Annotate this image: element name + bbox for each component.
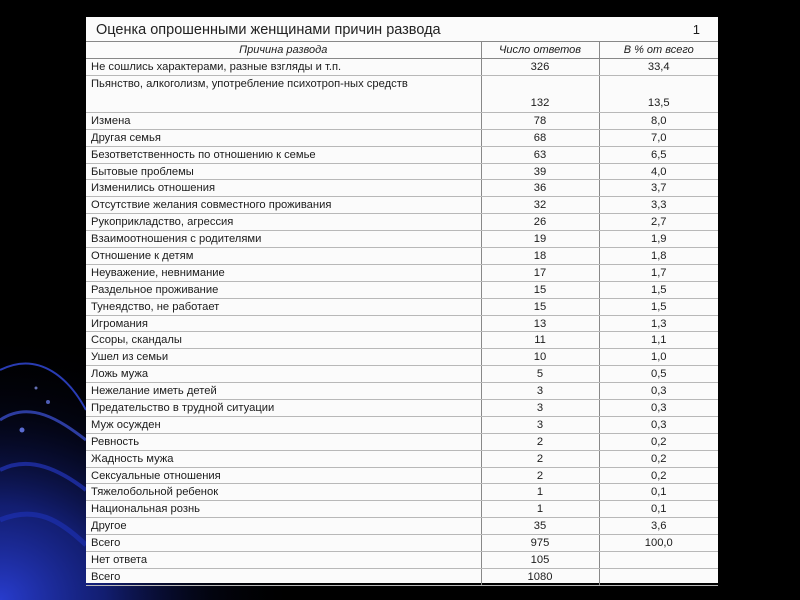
table-row xyxy=(86,231,718,248)
reason-cell: Раздельное проживание xyxy=(86,281,481,298)
count-cell: 68 xyxy=(481,129,599,146)
table-row xyxy=(86,433,718,450)
reason-cell: Тяжелобольной ребенок xyxy=(86,484,481,501)
table-row xyxy=(86,298,718,315)
reason-cell: Всего xyxy=(86,568,481,585)
reason-cell: Рукоприкладство, агрессия xyxy=(86,214,481,231)
percent-cell: 4,0 xyxy=(599,163,718,180)
reason-cell: Предательство в трудной ситуации xyxy=(86,400,481,417)
reason-cell: Отношение к детям xyxy=(86,248,481,265)
reason-cell: Нежелание иметь детей xyxy=(86,383,481,400)
count-cell: 326 xyxy=(481,59,599,76)
reason-cell: Ушел из семьи xyxy=(86,349,481,366)
count-cell: 1 xyxy=(481,484,599,501)
table-title-row xyxy=(86,17,718,42)
count-cell: 39 xyxy=(481,163,599,180)
reason-cell: Взаимоотношения с родителями xyxy=(86,231,481,248)
table-row xyxy=(86,400,718,417)
count-cell: 15 xyxy=(481,281,599,298)
count-cell: 3 xyxy=(481,400,599,417)
table-row xyxy=(86,146,718,163)
percent-cell: 0,3 xyxy=(599,416,718,433)
percent-cell xyxy=(599,552,718,569)
table-row xyxy=(86,180,718,197)
table-row xyxy=(86,366,718,383)
reason-cell: Пьянство, алкоголизм, употребление психотроп-ных средств xyxy=(86,75,481,112)
count-cell: 63 xyxy=(481,146,599,163)
table-sheet xyxy=(86,17,718,583)
table-row xyxy=(86,248,718,265)
percent-cell: 100,0 xyxy=(599,535,718,552)
count-cell: 10 xyxy=(481,349,599,366)
count-cell: 15 xyxy=(481,298,599,315)
divorce-reasons-table xyxy=(86,42,718,586)
percent-cell: 7,0 xyxy=(599,129,718,146)
table-row xyxy=(86,518,718,535)
reason-cell: Национальная рознь xyxy=(86,501,481,518)
count-cell: 26 xyxy=(481,214,599,231)
count-cell: 975 xyxy=(481,535,599,552)
count-cell: 1 xyxy=(481,501,599,518)
table-number: 1 xyxy=(692,22,700,37)
percent-cell: 3,3 xyxy=(599,197,718,214)
percent-cell: 0,1 xyxy=(599,501,718,518)
reason-cell: Ссоры, скандалы xyxy=(86,332,481,349)
table-row xyxy=(86,112,718,129)
reason-cell: Жадность мужа xyxy=(86,450,481,467)
table-row xyxy=(86,59,718,76)
reason-cell: Всего xyxy=(86,535,481,552)
count-cell: 132 xyxy=(481,75,599,112)
table-row xyxy=(86,568,718,585)
percent-cell: 0,1 xyxy=(599,484,718,501)
count-cell: 35 xyxy=(481,518,599,535)
table-row xyxy=(86,75,718,112)
percent-cell: 1,8 xyxy=(599,248,718,265)
percent-cell: 1,0 xyxy=(599,349,718,366)
reason-cell: Другая семья xyxy=(86,129,481,146)
percent-cell: 0,2 xyxy=(599,467,718,484)
percent-cell: 2,7 xyxy=(599,214,718,231)
table-row xyxy=(86,264,718,281)
table-row xyxy=(86,349,718,366)
count-cell: 17 xyxy=(481,264,599,281)
reason-cell: Отсутствие желания совместного проживания xyxy=(86,197,481,214)
table-row xyxy=(86,484,718,501)
table-row xyxy=(86,450,718,467)
table-row xyxy=(86,416,718,433)
reason-cell: Бытовые проблемы xyxy=(86,163,481,180)
percent-cell: 6,5 xyxy=(599,146,718,163)
count-cell: 13 xyxy=(481,315,599,332)
percent-cell: 0,3 xyxy=(599,383,718,400)
table-row xyxy=(86,501,718,518)
percent-cell xyxy=(599,568,718,585)
table-row xyxy=(86,332,718,349)
count-cell: 5 xyxy=(481,366,599,383)
count-cell: 1080 xyxy=(481,568,599,585)
column-header-reason: Причина развода xyxy=(86,42,481,59)
percent-cell: 1,5 xyxy=(599,298,718,315)
table-row xyxy=(86,535,718,552)
percent-cell: 0,5 xyxy=(599,366,718,383)
reason-cell: Измена xyxy=(86,112,481,129)
percent-cell: 0,3 xyxy=(599,400,718,417)
count-cell: 19 xyxy=(481,231,599,248)
reason-cell: Другое xyxy=(86,518,481,535)
reason-cell: Сексуальные отношения xyxy=(86,467,481,484)
percent-cell: 1,9 xyxy=(599,231,718,248)
count-cell: 2 xyxy=(481,433,599,450)
percent-cell: 1,1 xyxy=(599,332,718,349)
count-cell: 2 xyxy=(481,450,599,467)
count-cell: 32 xyxy=(481,197,599,214)
reason-cell: Муж осужден xyxy=(86,416,481,433)
table-row xyxy=(86,197,718,214)
percent-cell: 0,2 xyxy=(599,433,718,450)
percent-cell: 1,7 xyxy=(599,264,718,281)
count-cell: 105 xyxy=(481,552,599,569)
table-row xyxy=(86,467,718,484)
reason-cell: Безответственность по отношению к семье xyxy=(86,146,481,163)
table-row xyxy=(86,281,718,298)
table-row xyxy=(86,315,718,332)
percent-cell: 13,5 xyxy=(599,75,718,112)
count-cell: 3 xyxy=(481,416,599,433)
count-cell: 11 xyxy=(481,332,599,349)
percent-cell: 33,4 xyxy=(599,59,718,76)
count-cell: 78 xyxy=(481,112,599,129)
reason-cell: Ревность xyxy=(86,433,481,450)
column-header-count: Число ответов xyxy=(481,42,599,59)
table-title: Оценка опрошенными женщинами причин развода xyxy=(96,22,441,38)
count-cell: 2 xyxy=(481,467,599,484)
reason-cell: Нет ответа xyxy=(86,552,481,569)
count-cell: 18 xyxy=(481,248,599,265)
table-row xyxy=(86,214,718,231)
table-row xyxy=(86,129,718,146)
table-row xyxy=(86,552,718,569)
reason-cell: Неуважение, невнимание xyxy=(86,264,481,281)
percent-cell: 3,7 xyxy=(599,180,718,197)
count-cell: 36 xyxy=(481,180,599,197)
reason-cell: Изменились отношения xyxy=(86,180,481,197)
percent-cell: 8,0 xyxy=(599,112,718,129)
percent-cell: 3,6 xyxy=(599,518,718,535)
reason-cell: Игромания xyxy=(86,315,481,332)
table-header-row xyxy=(86,42,718,59)
count-cell: 3 xyxy=(481,383,599,400)
percent-cell: 1,3 xyxy=(599,315,718,332)
reason-cell: Ложь мужа xyxy=(86,366,481,383)
table-row xyxy=(86,383,718,400)
column-header-percent: В % от всего xyxy=(599,42,718,59)
reason-cell: Не сошлись характерами, разные взгляды и т.п. xyxy=(86,59,481,76)
percent-cell: 0,2 xyxy=(599,450,718,467)
table-row xyxy=(86,163,718,180)
percent-cell: 1,5 xyxy=(599,281,718,298)
reason-cell: Тунеядство, не работает xyxy=(86,298,481,315)
